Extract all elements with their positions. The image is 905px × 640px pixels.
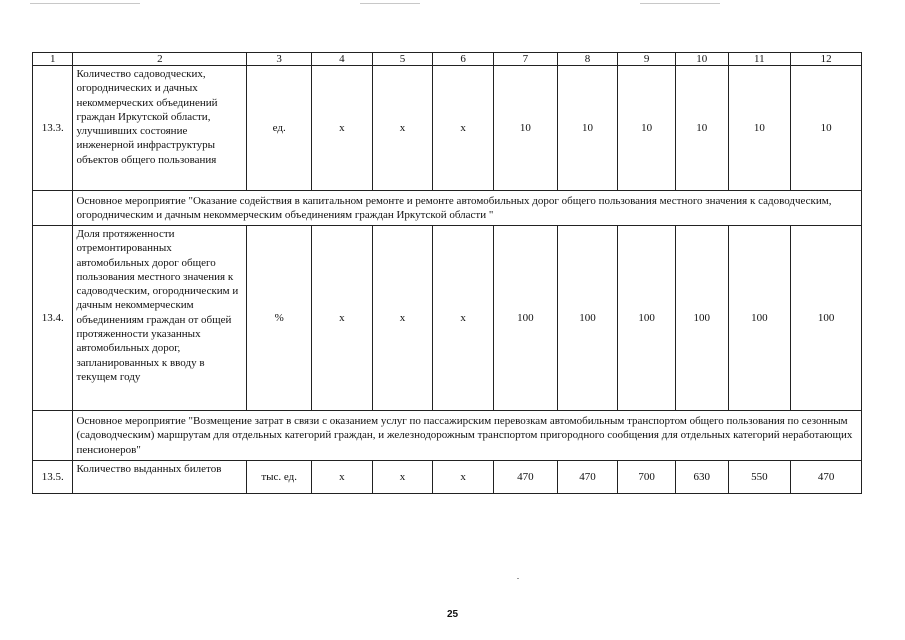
table-row <box>33 226 862 411</box>
table-row <box>33 461 862 494</box>
column-number: 8 <box>557 53 618 66</box>
value-cell: 10 <box>675 66 728 191</box>
value-cell: 100 <box>675 226 728 411</box>
column-number: 6 <box>433 53 494 66</box>
value-cell: 100 <box>618 226 676 411</box>
column-number: 4 <box>312 53 373 66</box>
page-number: 25 <box>446 609 459 620</box>
section-row <box>33 191 862 226</box>
value-cell: х <box>372 461 433 494</box>
row-number <box>33 411 73 461</box>
scan-artifact-right <box>640 3 720 4</box>
column-number: 12 <box>791 53 862 66</box>
column-number-row <box>33 53 862 66</box>
value-cell: 550 <box>728 461 791 494</box>
scan-artifact-center <box>360 3 420 4</box>
column-number: 11 <box>728 53 791 66</box>
value-cell: 100 <box>557 226 618 411</box>
value-cell: 470 <box>493 461 557 494</box>
value-cell: 10 <box>618 66 676 191</box>
value-cell: 10 <box>493 66 557 191</box>
row-number: 13.4. <box>33 226 73 411</box>
value-cell: х <box>312 226 373 411</box>
section-title: Основное мероприятие "Возмещение затрат в связи с оказанием услуг по пассажирским перевозкам автомобильным транспортом общего пользования по сезонным (садоводческим) маршрутам для отдельных категорий граждан, и железнодорожным транспортом пригородного сообщения для отдельных категорий неработающих пенсионеров" <box>73 411 862 461</box>
column-number: 10 <box>675 53 728 66</box>
value-cell: х <box>433 226 494 411</box>
column-number: 5 <box>372 53 433 66</box>
value-cell: х <box>312 66 373 191</box>
section-title: Основное мероприятие "Оказание содействия в капитальном ремонте и ремонте автомобильных дорог общего пользования местного значения к садоводческим, огородническим и дачным некоммерческим объединениям граждан Иркутской области " <box>73 191 862 226</box>
indicator-name: Количество выданных билетов <box>73 461 247 494</box>
value-cell: 10 <box>728 66 791 191</box>
value-cell: 630 <box>675 461 728 494</box>
value-cell: 100 <box>791 226 862 411</box>
table-row <box>33 66 862 191</box>
unit-cell: тыс. ед. <box>247 461 312 494</box>
column-number: 9 <box>618 53 676 66</box>
column-number: 2 <box>73 53 247 66</box>
unit-cell: ед. <box>247 66 312 191</box>
value-cell: х <box>433 461 494 494</box>
indicators-table <box>32 52 862 494</box>
value-cell: 100 <box>728 226 791 411</box>
row-number: 13.5. <box>33 461 73 494</box>
indicator-name: Доля протяженности отремонтированных автомобильных дорог общего пользования местного значения к садоводческим, огородническим и дачным некоммерческим объединениям граждан от общей протяженности указанных автомобильных дорог, запланированных к вводу в текущем году <box>73 226 247 411</box>
value-cell: 700 <box>618 461 676 494</box>
value-cell: х <box>372 66 433 191</box>
value-cell: 100 <box>493 226 557 411</box>
value-cell: 470 <box>557 461 618 494</box>
indicator-name: Количество садоводческих, огороднических и дачных некоммерческих объединений граждан Иркутской области, улучшивших состояние инженерной инфраструктуры объектов общего пользования <box>73 66 247 191</box>
value-cell: 10 <box>557 66 618 191</box>
value-cell: х <box>433 66 494 191</box>
value-cell: х <box>372 226 433 411</box>
unit-cell: % <box>247 226 312 411</box>
row-number <box>33 191 73 226</box>
value-cell: 470 <box>791 461 862 494</box>
section-row <box>33 411 862 461</box>
column-number: 1 <box>33 53 73 66</box>
value-cell: 10 <box>791 66 862 191</box>
scan-speck <box>517 578 519 579</box>
column-number: 7 <box>493 53 557 66</box>
value-cell: х <box>312 461 373 494</box>
scan-artifact-left <box>30 3 140 4</box>
row-number: 13.3. <box>33 66 73 191</box>
column-number: 3 <box>247 53 312 66</box>
